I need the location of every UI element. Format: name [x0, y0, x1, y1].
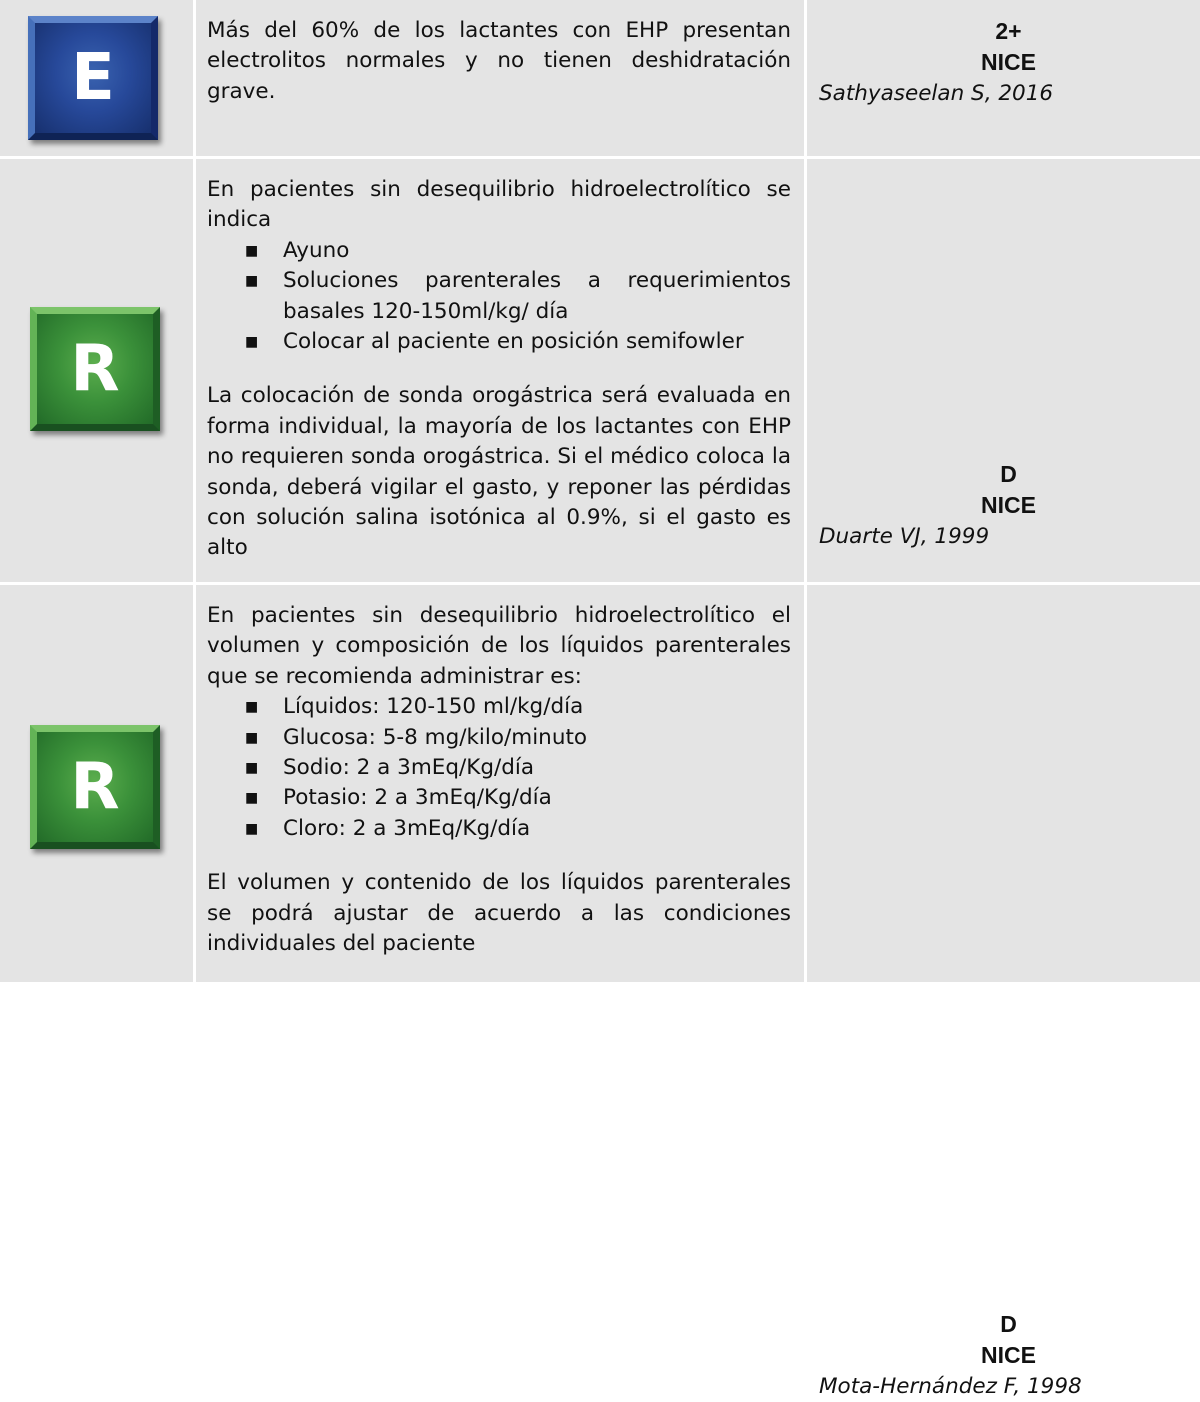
evidence-block [819, 16, 1198, 109]
evidence-block [819, 459, 1198, 552]
evidence-level-cell [807, 0, 1200, 156]
evidence-level-cell [807, 159, 1200, 582]
list-item-text: Cloro: 2 a 3mEq/Kg/día [283, 815, 531, 841]
square-bullet-icon: ■ [245, 699, 259, 716]
square-bullet-icon: ■ [245, 729, 259, 746]
list-item [207, 814, 791, 844]
list-item [207, 266, 791, 327]
evidence-scale: NICE [981, 492, 1036, 518]
list-item-text: Potasio: 2 a 3mEq/Kg/día [283, 785, 552, 811]
evidence-level: 2+ [995, 18, 1022, 44]
bullet-list [207, 692, 791, 844]
content-cell [196, 159, 804, 582]
recommendation-closing: El volumen y contenido de los líquidos parenterales se podrá ajustar de acuerdo a las condiciones individuales del paciente [207, 870, 791, 957]
evidence-level: D [1000, 461, 1017, 487]
list-item [207, 783, 791, 813]
list-item [207, 236, 791, 266]
evidence-level-cell [807, 585, 1200, 1399]
evidence-level: D [1000, 1311, 1017, 1337]
list-item-text: Ayuno [283, 237, 350, 263]
content-text [207, 601, 791, 959]
square-bullet-icon: ■ [245, 820, 259, 837]
recommendation-badge-icon: R [30, 725, 160, 849]
list-item [207, 692, 791, 722]
recommendation-closing: La colocación de sonda orogástrica será evaluada en forma individual, la mayoría de los lactantes con EHP no requieren sonda orogástrica. Si el médico coloca la sonda, deberá vigilar el gasto, y reponer las pérdidas con solución salina isotónica al 0.9%, si el gasto es alto [207, 383, 791, 561]
square-bullet-icon: ■ [245, 273, 259, 290]
recommendation-intro: En pacientes sin desequilibrio hidroelectrolítico se indica [207, 177, 791, 233]
content-text [207, 16, 791, 107]
evidence-reference: Mota-Hernández F, 1998 [819, 1374, 1082, 1399]
content-cell [196, 0, 804, 156]
square-bullet-icon: ■ [245, 242, 259, 259]
list-item-text: Soluciones parenterales a requerimientos basales 120-150ml/kg/ día [283, 268, 791, 324]
evidence-reference: Sathyaseelan S, 2016 [819, 81, 1054, 106]
content-text [207, 175, 791, 564]
evidence-scale: NICE [981, 1342, 1036, 1368]
badge-cell [0, 159, 193, 582]
recommendation-intro: En pacientes sin desequilibrio hidroelectrolítico el volumen y composición de los líquidos parenterales que se recomienda administrar es: [207, 603, 791, 689]
evidence-badge-icon: E [28, 16, 158, 140]
evidence-paragraph: Más del 60% de los lactantes con EHP presentan electrolitos normales y no tienen deshidratación grave. [207, 18, 791, 104]
square-bullet-icon: ■ [245, 790, 259, 807]
list-item-text: Colocar al paciente en posición semifowler [283, 329, 744, 355]
evidence-block [819, 1309, 1198, 1402]
list-item-text: Líquidos: 120-150 ml/kg/día [283, 694, 584, 720]
badge-cell [0, 0, 193, 156]
evidence-reference: Duarte VJ, 1999 [819, 524, 990, 549]
list-item-text: Sodio: 2 a 3mEq/Kg/día [283, 755, 535, 781]
list-item [207, 327, 791, 357]
evidence-scale: NICE [981, 49, 1036, 75]
list-item [207, 753, 791, 783]
square-bullet-icon: ■ [245, 334, 259, 351]
content-cell [196, 585, 804, 982]
square-bullet-icon: ■ [245, 760, 259, 777]
badge-cell [0, 585, 193, 982]
bullet-list [207, 236, 791, 358]
list-item [207, 723, 791, 753]
list-item-text: Glucosa: 5-8 mg/kilo/minuto [283, 724, 588, 750]
recommendation-badge-icon: R [30, 307, 160, 431]
